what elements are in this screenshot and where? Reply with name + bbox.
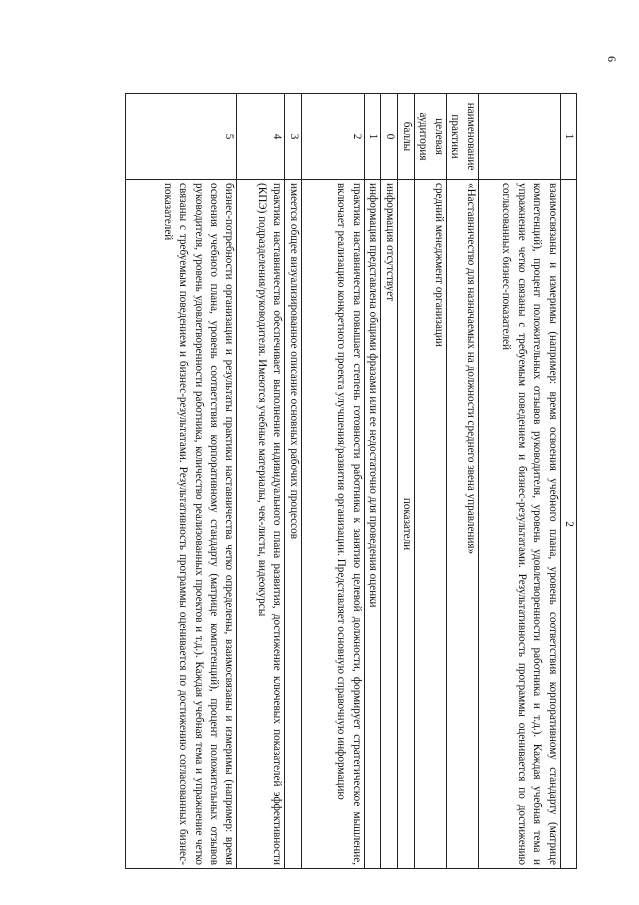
score-row xyxy=(285,94,301,869)
score-description: имеется общее визуализированное описание основных рабочих процессов xyxy=(285,180,301,869)
score-value: 2 xyxy=(301,94,364,180)
score-row xyxy=(237,94,285,869)
score-value: 5 xyxy=(126,94,237,180)
score-row xyxy=(381,94,397,869)
audience-label: целевая аудитория xyxy=(414,94,446,180)
score-description: информация отсутствует xyxy=(381,180,397,869)
header-row xyxy=(560,94,576,869)
score-description: информация представлена общими фразами или ее недостаточно для проведения оценки xyxy=(364,180,380,869)
audience-value: средний менеджмент организации xyxy=(414,180,446,869)
header-col-1: 1 xyxy=(560,94,576,180)
score-value: 1 xyxy=(364,94,380,180)
score-row xyxy=(301,94,364,869)
score-column-label: баллы xyxy=(397,94,414,180)
score-header-row xyxy=(397,94,414,869)
score-value: 3 xyxy=(285,94,301,180)
practice-name-label: наименование практики xyxy=(446,94,478,180)
practice-name-row xyxy=(446,94,478,869)
score-description: бизнес-потребности организации и результаты практики наставничества четко определены, взаимосвязаны и измеримы (например: время освоения учебного плана, уровень соответствия корпоративному стандарту (матрице компетенций), процент положительных отзывов руководителя, уровень удовлетворенности работника, количество реализованных проектов и т.д.). Каждая учебная тема и упражнение четко связаны с требуемым поведением и бизнес-результатами. Результативность программы оценивается по достижению согласованных бизнес-показателей xyxy=(126,180,237,869)
continuation-text: взаимосвязаны и измеримы (например: время освоения учебного плана, уровень соответствия корпоративному стандарту (матрице компетенций), процент положительных отзывов руководителя, уровень удовлетворенности работника и т.д.). Каждая учебная тема и упражнение четко связаны с требуемым поведением и бизнес-результатами. Результативность программы оценивается по достижению согласованных бизнес-показателей xyxy=(478,180,560,869)
page-number: 6 xyxy=(605,56,619,62)
score-row xyxy=(364,94,380,869)
score-row xyxy=(126,94,237,869)
score-description: практика наставничества обеспечивает выполнение индивидуального плана развития, достижение ключевых показателей эффективности (КПЭ) подразделения/руководителя. Имеются учебные материалы, чек-листы, видеокурсы xyxy=(237,180,285,869)
continuation-left-empty xyxy=(478,94,560,180)
score-value: 0 xyxy=(381,94,397,180)
criteria-table xyxy=(125,93,577,869)
score-value: 4 xyxy=(237,94,285,180)
practice-name-value: «Наставничество для назначаемых на должности среднего звена управления» xyxy=(446,180,478,869)
indicators-column-label: показатели xyxy=(397,180,414,869)
continuation-row xyxy=(478,94,560,869)
audience-row xyxy=(414,94,446,869)
header-col-2: 2 xyxy=(560,180,576,869)
score-description: практика наставничества повышает степень готовности работника к занятию целевой должности, формирует стратегическое мышление, включает реализацию конкретного проекта улучшения/развития организации. Представляет основную справочную информацию xyxy=(301,180,364,869)
